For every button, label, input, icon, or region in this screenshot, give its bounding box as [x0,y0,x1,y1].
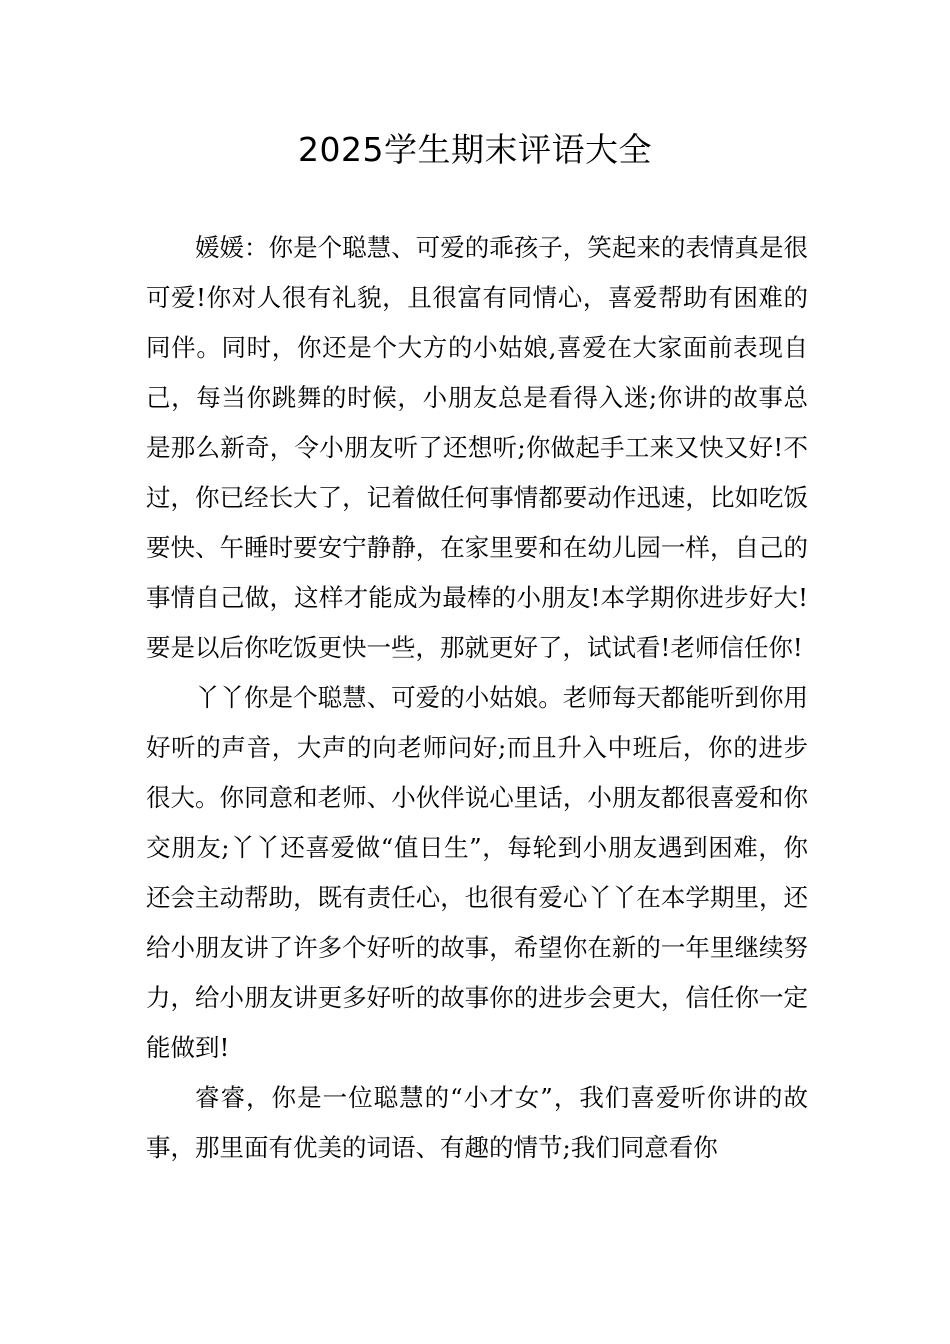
document-title: 2025学生期末评语大全 [298,130,652,169]
paragraph-ruirui: 睿睿，你是一位聪慧的“小才女”，我们喜爱听你讲的故事，那里面有优美的词语、有趣的情节;我们同意看你 [146,1083,808,1162]
paragraph-yuanyuan: 媛媛：你是个聪慧、可爱的乖孩子，笑起来的表情真是很可爱!你对人很有礼貌，且很富有同情心，喜爱帮助有困难的同伴。同时，你还是个大方的小姑娘,喜爱在大家面前表现自己，每当你跳舞的时候，小朋友总是看得入迷;你讲的故事总是那么新奇，令小朋友听了还想听;你做起手工来又快又好!不过，你已经长大了，记着做任何事情都要动作迅速，比如吃饭要快、午睡时要安宁静静，在家里要和在幼儿园一样，自己的事情自己做，这样才能成为最棒的小朋友!本学期你进步好大!要是以后你吃饭更快一些，那就更好了，试试看!老师信任你! [146,233,808,662]
document-body [146,223,808,1173]
paragraph-yaya: 丫丫你是个聪慧、可爱的小姑娘。老师每天都能听到你用好听的声音，大声的向老师问好;而且升入中班后，你的进步很大。你同意和老师、小伙伴说心里话，小朋友都很喜爱和你交朋友;丫丫还喜爱做“值日生”，每轮到小朋友遇到困难，你还会主动帮助，既有责任心，也很有爱心丫丫在本学期里，还给小朋友讲了许多个好听的故事，希望你在新的一年里继续努力，给小朋友讲更多好听的故事你的进步会更大，信任你一定能做到! [146,683,808,1062]
